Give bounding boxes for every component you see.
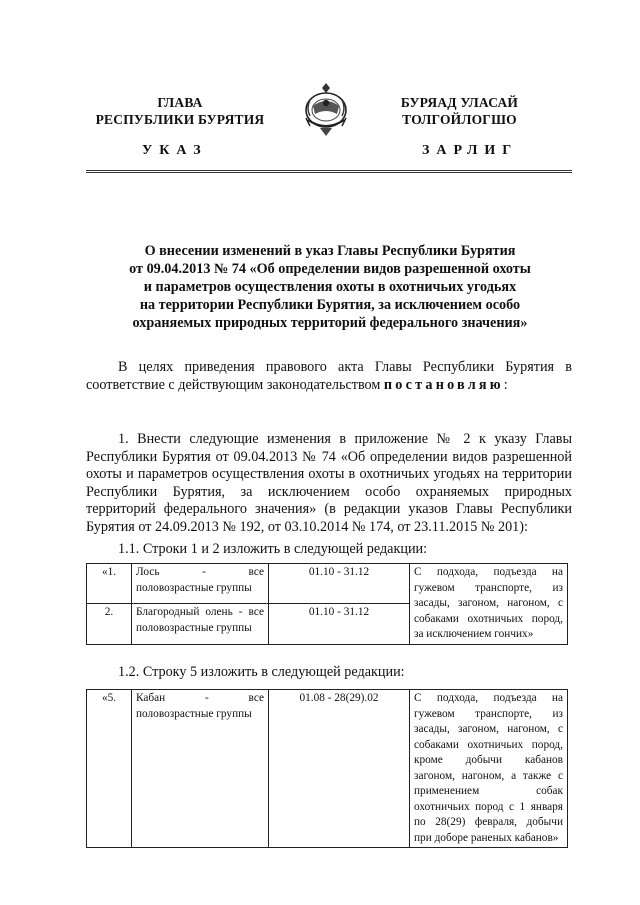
header-right-line1: БУРЯАД УЛАСАЙ bbox=[400, 95, 519, 110]
preamble-text: В целях приведения правового акта Главы Республики Бурятия в соответствие с действующим законодательством bbox=[86, 359, 572, 393]
document-title bbox=[95, 242, 565, 332]
title-line: охраняемых природных территорий федерального значения» bbox=[132, 315, 528, 331]
header-left-line1: ГЛАВА bbox=[157, 95, 203, 110]
title-line: на территории Республики Бурятия, за исключением особо bbox=[139, 297, 521, 313]
row-condition: С подхода, подъезда на гужевом транспорте, из засады, загоном, нагоном, с собаками охотничьих пород, за исключением гончих» bbox=[410, 564, 568, 645]
doc-type-right: ЗАРЛИГ bbox=[422, 143, 519, 158]
row-term: 01.10 - 31.12 bbox=[269, 604, 410, 644]
preamble-keyword: постановляю bbox=[383, 376, 504, 393]
preamble-paragraph bbox=[86, 359, 572, 394]
header-right bbox=[372, 94, 547, 128]
table-row-5 bbox=[86, 689, 568, 848]
row-number: «1. bbox=[87, 564, 132, 604]
doc-type-left: УКАЗ bbox=[142, 143, 208, 158]
item-1-2-paragraph: 1.2. Строку 5 изложить в следующей редакции: bbox=[118, 664, 405, 680]
row-condition: С подхода, подъезда на гужевом транспорте, из засады, загоном, нагоном, с собаками охотничьих пород, кроме добычи кабанов загоном, нагоном, а также с применением собак охотничьих пород с 1 января по 28(29) февраля, добычи при доборе раненых кабанов» bbox=[410, 690, 568, 848]
header-left-line2: РЕСПУБЛИКИ БУРЯТИЯ bbox=[95, 112, 265, 127]
preamble-end: : bbox=[503, 376, 508, 393]
header-divider bbox=[86, 170, 572, 173]
header-left bbox=[80, 94, 280, 128]
coat-of-arms-icon bbox=[300, 80, 352, 140]
row-species: Благородный олень - все половозрастные группы bbox=[132, 604, 269, 644]
header-right-line2: ТОЛГОЙЛОГШО bbox=[402, 112, 517, 127]
item-1-1-paragraph: 1.1. Строки 1 и 2 изложить в следующей редакции: bbox=[118, 541, 428, 557]
row-species: Лось - все половозрастные группы bbox=[132, 564, 269, 604]
title-line: О внесении изменений в указ Главы Республики Бурятия bbox=[144, 243, 516, 259]
title-line: и параметров осуществления охоты в охотничьих угодьях bbox=[143, 279, 517, 295]
row-species: Кабан - все половозрастные группы bbox=[132, 690, 269, 848]
row-number: 2. bbox=[87, 604, 132, 644]
row-term: 01.10 - 31.12 bbox=[269, 564, 410, 604]
table-row bbox=[87, 564, 568, 604]
title-line: от 09.04.2013 № 74 «Об определении видов разрешенной охоты bbox=[129, 261, 531, 277]
row-number: «5. bbox=[87, 690, 132, 848]
row-term: 01.08 - 28(29).02 bbox=[269, 690, 410, 848]
table-row bbox=[87, 690, 568, 848]
item-1-paragraph: 1. Внести следующие изменения в приложение № 2 к указу Главы Республики Бурятия от 09.04.2013 № 74 «Об определении видов разрешенной охоты и параметров осуществления охоты в охотничьих угодьях на территории Республики Бурятия, за исключением особо охраняемых природных территорий федерального значения» (в редакции указов Главы Республики Бурятия от 24.09.2013 № 192, от 03.10.2014 № 174, от 23.11.2015 № 201): bbox=[86, 431, 572, 535]
table-rows-1-2 bbox=[86, 563, 568, 645]
